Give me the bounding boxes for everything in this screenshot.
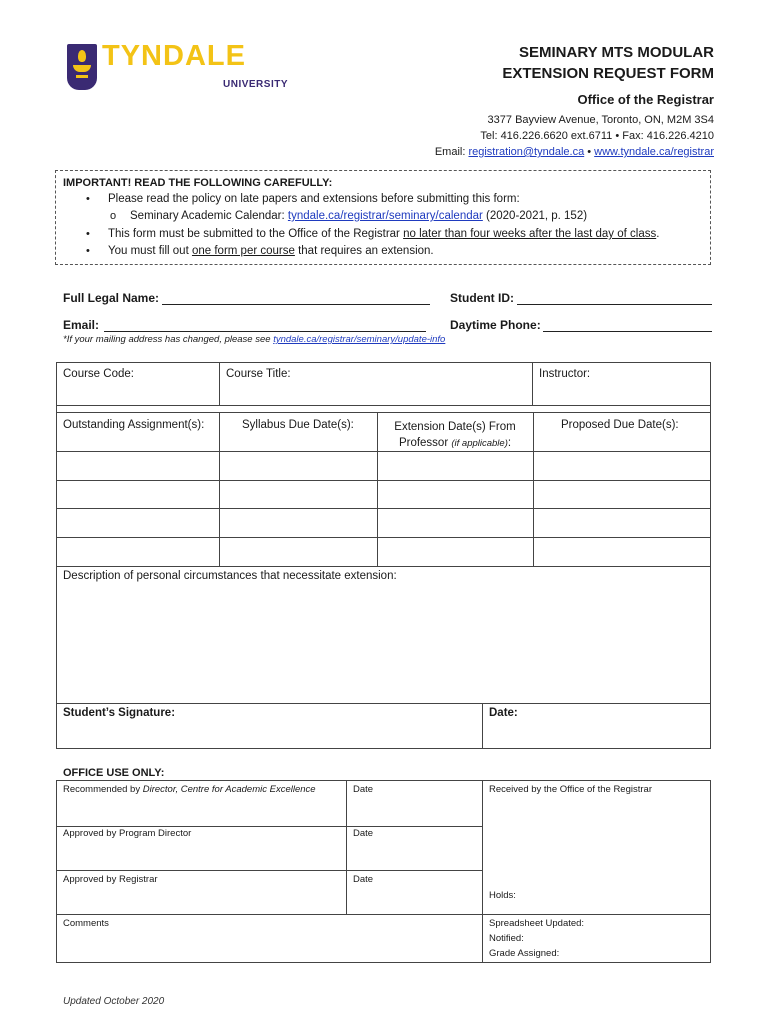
office-use-heading: OFFICE USE ONLY: — [63, 767, 165, 779]
approved-registrar-label: Approved by Registrar — [63, 874, 158, 885]
notice-heading: IMPORTANT! READ THE FOLLOWING CAREFULLY: — [63, 177, 333, 189]
office-name: Office of the Registrar — [577, 92, 714, 107]
form-title: SEMINARY MTS MODULAR EXTENSION REQUEST FORM — [502, 44, 714, 82]
legal-name-field[interactable] — [162, 303, 430, 305]
office-table — [56, 780, 711, 963]
proposed-due-label: Proposed Due Date(s): — [561, 419, 679, 431]
grade-label: Grade Assigned: — [489, 948, 560, 959]
address-note: *If your mailing address has changed, please see tyndale.ca/registrar/seminary/update-info — [63, 334, 446, 345]
daytime-phone-field[interactable] — [543, 330, 712, 332]
date-label: Date: — [489, 707, 518, 719]
date-label: Date — [353, 784, 374, 795]
holds-label: Holds: — [489, 890, 516, 901]
notice-item: You must fill out one form per course that requires an extension. — [108, 245, 434, 257]
website-link[interactable]: www.tyndale.ca/registrar — [594, 146, 714, 158]
description-label: Description of personal circumstances that necessitate extension: — [63, 570, 397, 582]
update-info-link[interactable]: tyndale.ca/registrar/seminary/update-info — [273, 334, 446, 345]
spreadsheet-label: Spreadsheet Updated: — [489, 918, 585, 929]
footer-updated: Updated October 2020 — [63, 996, 165, 1007]
student-id-field[interactable] — [517, 303, 712, 305]
email-field[interactable] — [104, 330, 426, 332]
course-title-label: Course Title: — [226, 368, 291, 380]
daytime-phone-label: Daytime Phone: — [450, 318, 541, 332]
date-label: Date — [353, 828, 374, 839]
legal-name-label: Full Legal Name: — [63, 291, 160, 305]
signature-label: Student’s Signature: — [63, 707, 176, 719]
email-label: Email: — [63, 318, 100, 332]
notice-subitem: Seminary Academic Calendar: tyndale.ca/registrar/seminary/calendar (2020-2021, p. 152) — [130, 210, 588, 222]
logo-wordmark: TYNDALE — [102, 40, 246, 72]
syllabus-due-label: Syllabus Due Date(s): — [242, 419, 354, 431]
received-label: Received by the Office of the Registrar — [489, 784, 652, 795]
recommended-label: Recommended by Director, Centre for Academic Excellence — [63, 784, 316, 795]
approved-program-label: Approved by Program Director — [63, 828, 192, 839]
date-label: Date — [353, 874, 374, 885]
calendar-link[interactable]: tyndale.ca/registrar/seminary/calendar — [287, 210, 483, 222]
student-id-label: Student ID: — [450, 291, 514, 305]
outstanding-label: Outstanding Assignment(s): — [63, 419, 205, 431]
instructor-label: Instructor: — [539, 368, 591, 380]
notice-item: Please read the policy on late papers and extensions before submitting this form: — [108, 193, 520, 205]
logo-shield-icon — [67, 44, 97, 90]
logo-subtitle: UNIVERSITY — [223, 79, 289, 90]
contact-info: 3377 Bayview Avenue, Toronto, ON, M2M 3S4 Tel: 416.226.6620 ext.6711 • Fax: 416.226.4210 Email: registration@tyndale.ca • www.tyndale.ca/registrar — [434, 114, 714, 158]
email-link[interactable]: registration@tyndale.ca — [468, 146, 585, 158]
comments-label: Comments — [63, 918, 109, 929]
notice-item: This form must be submitted to the Office of the Registrar no later than four weeks after the last day of class. — [108, 228, 660, 240]
notified-label: Notified: — [489, 933, 524, 944]
extension-date-label: Extension Date(s) From Professor (if applicable): — [394, 421, 516, 449]
course-code-label: Course Code: — [63, 368, 134, 380]
